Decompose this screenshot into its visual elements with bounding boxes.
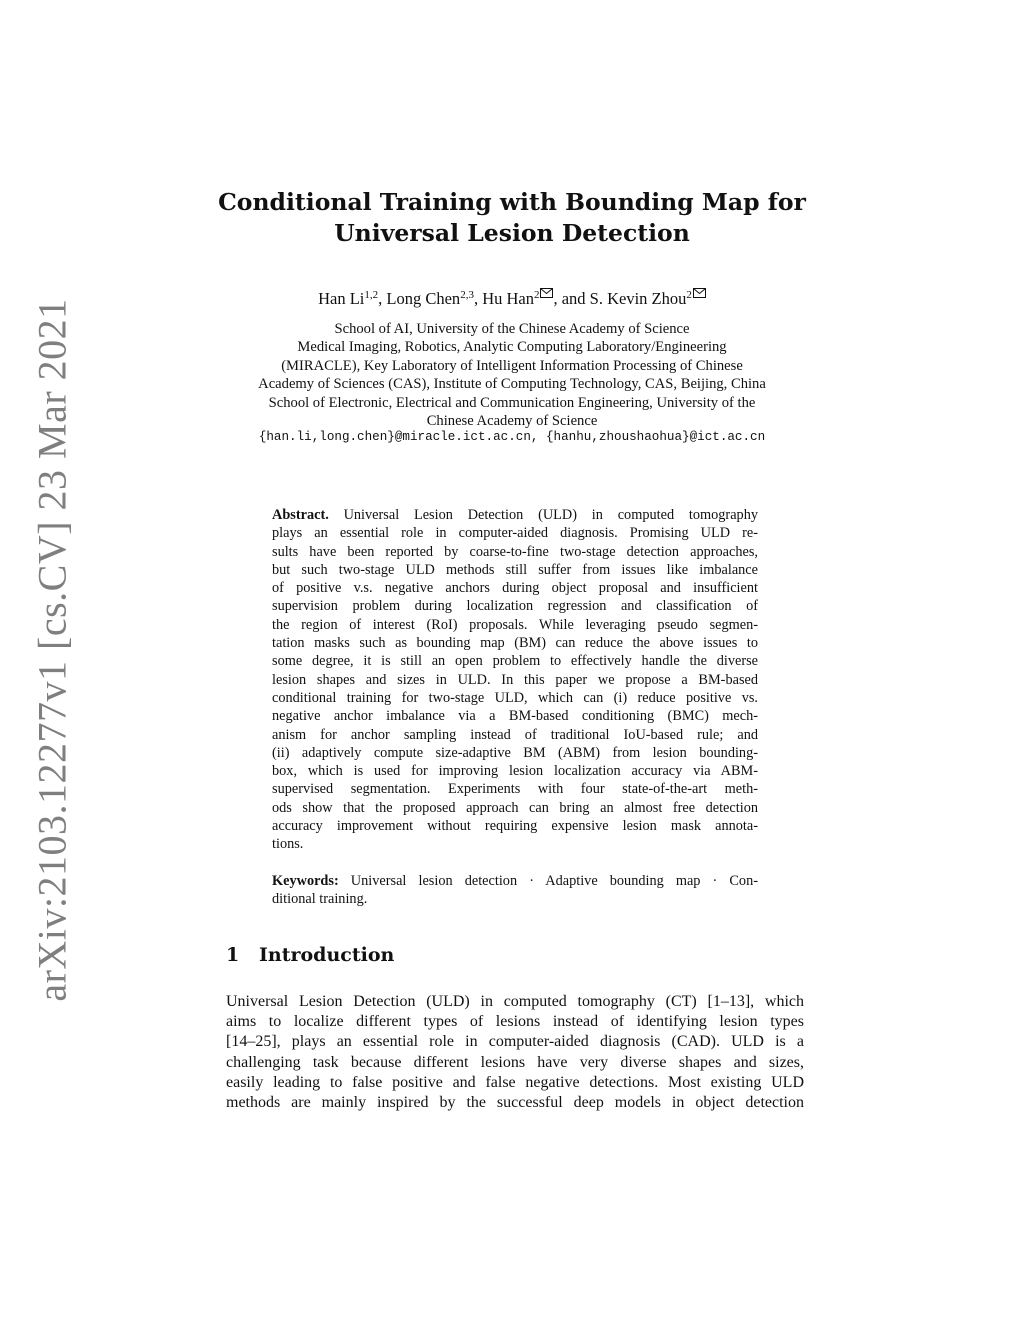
keywords-heading: Keywords: bbox=[272, 873, 339, 889]
affiliation-line: Academy of Sciences (CAS), Institute of Computing Technology, CAS, Beijing, China bbox=[258, 376, 766, 393]
arxiv-identifier: arXiv:2103.12277v1 [cs.CV] 23 Mar 2021 bbox=[29, 298, 75, 1002]
affiliation-line: Medical Imaging, Robotics, Analytic Computing Laboratory/Engineering bbox=[297, 339, 727, 356]
author-list bbox=[0, 283, 1024, 309]
keywords-line: ditional training. bbox=[272, 891, 368, 908]
body-line: [14–25], plays an essential role in computer-aided diagnosis (CAD). ULD is a bbox=[226, 1033, 804, 1051]
abstract-line: Abstract. Universal Lesion Detection (ULD) in computed tomography bbox=[272, 507, 758, 523]
abstract-line: supervised segmentation. Experiments with four state-of-the-art meth- bbox=[272, 781, 758, 798]
keywords-line: Keywords: Universal lesion detection · Adaptive bounding map · Con- bbox=[272, 873, 758, 889]
abstract-heading: Abstract. bbox=[272, 507, 329, 523]
author-name: , and S. Kevin Zhou bbox=[553, 289, 687, 308]
body-line: easily leading to false positive and false negative detections. Most existing ULD bbox=[226, 1073, 804, 1091]
abstract-line: tions. bbox=[272, 836, 304, 853]
introduction-paragraph bbox=[226, 992, 804, 1113]
affiliation-line: Chinese Academy of Science bbox=[426, 413, 598, 429]
abstract-line: plays an essential role in computer-aided diagnosis. Promising ULD re- bbox=[272, 525, 758, 542]
section-heading bbox=[226, 944, 394, 966]
affiliation-line: School of AI, University of the Chinese Academy of Science bbox=[334, 321, 690, 337]
author-affil-mark: 2 bbox=[533, 289, 540, 301]
author-name: Han Li bbox=[318, 289, 365, 308]
paper-title-line-1: Conditional Training with Bounding Map for bbox=[218, 188, 806, 216]
affiliation-line: School of Electronic, Electrical and Communication Engineering, University of the bbox=[268, 394, 756, 411]
abstract-line: tation masks such as bounding map (BM) can reduce the above issues to bbox=[272, 635, 758, 652]
author-name: , Long Chen bbox=[378, 289, 461, 308]
paper-title-line-2: Universal Lesion Detection bbox=[334, 219, 690, 247]
body-line: challenging task because different lesions have very diverse shapes and sizes, bbox=[226, 1053, 804, 1071]
author-name: , Hu Han bbox=[473, 289, 534, 308]
author-affil-mark: 2 bbox=[686, 289, 692, 301]
affiliation-line: (MIRACLE), Key Laboratory of Intelligent Information Processing of Chinese bbox=[281, 357, 743, 374]
body-line: Universal Lesion Detection (ULD) in computed tomography (CT) [1–13], which bbox=[226, 993, 804, 1010]
abstract-line: negative anchor imbalance via a BM-based conditioning (BMC) mech- bbox=[272, 708, 758, 725]
abstract-line: box, which is used for improving lesion localization accuracy via ABM- bbox=[272, 763, 758, 780]
abstract-line: of positive v.s. negative anchors during object proposal and insufficient bbox=[272, 580, 758, 597]
author-affil-mark: 2,3 bbox=[460, 289, 474, 301]
author-affil-mark: 1,2 bbox=[364, 289, 379, 301]
envelope-icon bbox=[540, 283, 553, 293]
body-line: methods are mainly inspired by the successful deep models in object detection bbox=[226, 1093, 804, 1111]
abstract-line: supervision problem during localization regression and classification of bbox=[272, 598, 758, 615]
abstract-line: (ii) adaptively compute size-adaptive BM (ABM) from lesion bounding- bbox=[272, 744, 758, 761]
envelope-icon bbox=[693, 283, 706, 293]
abstract-line: accuracy improvement without requiring expensive lesion mask annota- bbox=[272, 818, 758, 835]
section-number: 1 bbox=[226, 944, 240, 966]
abstract-line: conditional training for two-stage ULD, which can (i) reduce positive vs. bbox=[272, 689, 758, 706]
abstract-line: lesion shapes and sizes in ULD. In this paper we propose a BM-based bbox=[272, 671, 758, 688]
abstract-line: sults have been reported by coarse-to-fine two-stage detection approaches, bbox=[272, 543, 758, 560]
abstract-line: anism for anchor sampling instead of traditional IoU-based rule; and bbox=[272, 726, 758, 743]
body-line: aims to localize different types of lesions instead of identifying lesion types bbox=[226, 1013, 804, 1031]
abstract bbox=[272, 506, 758, 854]
abstract-line: but such two-stage ULD methods still suffer from issues like imbalance bbox=[272, 561, 758, 578]
section-title: Introduction bbox=[259, 944, 395, 966]
abstract-line: some degree, it is still an open problem to effectively handle the diverse bbox=[272, 653, 758, 670]
abstract-line: ods show that the proposed approach can bring an almost free detection bbox=[272, 799, 758, 816]
author-emails: {han.li,long.chen}@miracle.ict.ac.cn, {hanhu,zhoushaohua}@ict.ac.cn bbox=[258, 430, 766, 444]
abstract-line: the region of interest (RoI) proposals. While leveraging pseudo segmen- bbox=[272, 616, 758, 633]
keywords bbox=[272, 872, 758, 909]
